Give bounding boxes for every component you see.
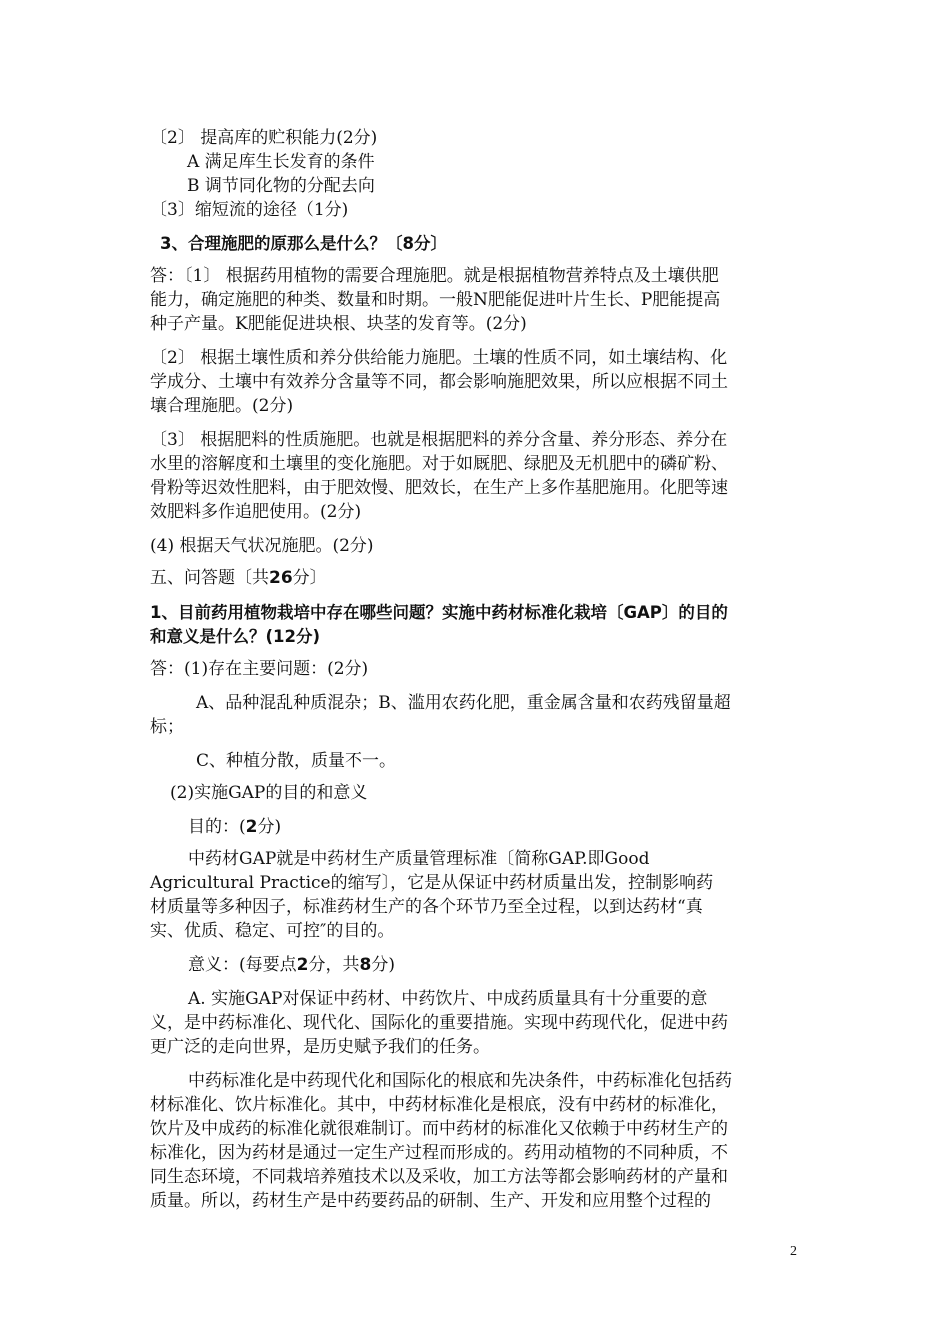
text-line: 效肥料多作追肥使用。(2分) <box>150 502 362 522</box>
section-heading-text: 五、问答题〔共 <box>150 568 269 588</box>
text-line: 标； <box>150 717 184 737</box>
label-purpose: 目的：( <box>188 817 246 837</box>
text-line: 更广泛的走向世界，是历史赋予我们的任务。 <box>150 1037 490 1057</box>
text-line: A、品种混乱种质混杂；B、滥用农药化肥，重金属含量和农药残留量超 <box>196 693 731 713</box>
question-heading: 和意义是什么？(12分) <box>150 627 321 646</box>
text-line: 饮片及中成药的标准化就很难制订。而中药材的标准化又依赖于中药材生产的 <box>150 1119 728 1139</box>
text-line: 骨粉等迟效性肥料，由于肥效慢、肥效长，在生产上多作基肥施用。化肥等速 <box>150 478 728 498</box>
text-line: 〔2〕 提高库的贮积能力(2分) <box>150 128 378 148</box>
score-total: 8 <box>359 955 372 975</box>
text-line: 壤合理施肥。(2分) <box>150 396 294 416</box>
text-line: (2)实施GAP的目的和意义 <box>170 783 368 803</box>
text-line: 同生态环境，不同栽培养殖技术以及采收，加工方法等都会影响药材的产量和 <box>150 1167 728 1187</box>
page-number: 2 <box>790 1244 797 1259</box>
text-line: 〔3〕 根据肥料的性质施肥。也就是根据肥料的养分含量、养分形态、养分在 <box>150 430 728 450</box>
section-score: 26 <box>269 568 293 588</box>
text-line: 中药材GAP就是中药材生产质量管理标准〔简称GAP.即Good <box>188 849 650 869</box>
label-meaning-end: 分) <box>371 955 395 975</box>
text-line <box>188 815 838 839</box>
text-line: B 调节同化物的分配去向 <box>187 176 375 196</box>
section-heading-end: 分〕 <box>292 568 327 588</box>
text-line: 材质量等多种因子，标准药材生产的各个环节乃至全过程，以到达药材“真 <box>150 897 703 917</box>
text-line: 质量。所以，药材生产是中药要药品的研制、生产、开发和应用整个过程的 <box>150 1191 711 1211</box>
label-purpose-end: 分) <box>257 817 282 837</box>
text-line: A. 实施GAP对保证中药材、中药饮片、中成药质量具有十分重要的意 <box>188 989 708 1009</box>
text-line: 中药标准化是中药现代化和国际化的根底和先决条件，中药标准化包括药 <box>188 1071 732 1091</box>
text-line: 学成分、土壤中有效养分含量等不同，都会影响施肥效果，所以应根据不同土 <box>150 372 728 392</box>
text-line: 义，是中药标准化、现代化、国际化的重要措施。实现中药现代化，促进中药 <box>150 1013 728 1033</box>
text-line: 〔3〕缩短流的途径（1分) <box>150 200 349 220</box>
text-line: Agricultural Practice的缩写〕，它是从保证中药材质量出发，控制影响药 <box>150 873 714 893</box>
question-heading: 1、目前药用植物栽培中存在哪些问题？实施中药材标准化栽培〔GAP〕的目的 <box>150 603 728 622</box>
text-line: 能力，确定施肥的种类、数量和时期。一般N肥能促进叶片生长、P肥能提高 <box>150 290 721 310</box>
text-line: (4) 根据天气状况施肥。(2分) <box>150 536 374 556</box>
text-line: 材标准化、饮片标准化。其中，中药材标准化是根底，没有中药材的标准化， <box>150 1095 728 1115</box>
label-meaning: 意义：(每要点 <box>188 955 297 975</box>
question-heading: 3、合理施肥的原那么是什么？〔8分〕 <box>160 234 447 253</box>
text-line: 答：〔1〕 根据药用植物的需要合理施肥。就是根据植物营养特点及土壤供肥 <box>150 266 719 286</box>
score-value: 2 <box>245 817 258 837</box>
text-line: 〔2〕 根据土壤性质和养分供给能力施肥。土壤的性质不同，如土壤结构、化 <box>150 348 728 368</box>
text-line: A 满足库生长发育的条件 <box>187 152 375 172</box>
score-value: 2 <box>296 955 309 975</box>
text-line: C、种植分散，质量不一。 <box>196 751 397 771</box>
text-line: 答：(1)存在主要问题：(2分) <box>150 659 369 679</box>
text-line: 标准化，因为药材是通过一定生产过程而形成的。药用动植物的不同种质，不 <box>150 1143 728 1163</box>
label-meaning-mid: 分，共 <box>308 955 360 975</box>
section-heading <box>150 566 800 590</box>
text-line: 水里的溶解度和土壤里的变化施肥。对于如厩肥、绿肥及无机肥中的磷矿粉、 <box>150 454 728 474</box>
text-line: 实、优质、稳定、可控″的目的。 <box>150 921 395 941</box>
text-line: 种子产量。K肥能促进块根、块茎的发育等。(2分) <box>150 314 527 334</box>
text-line <box>188 953 838 977</box>
